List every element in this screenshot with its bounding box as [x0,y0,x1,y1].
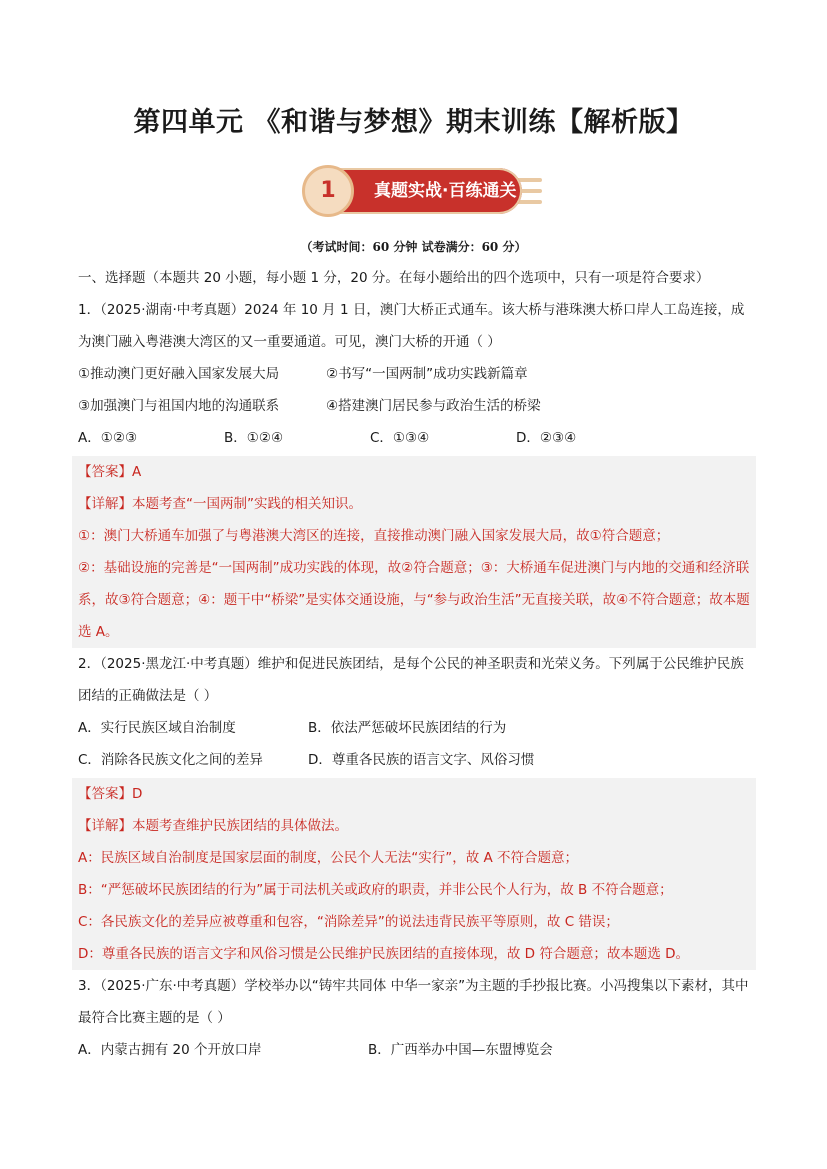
detail-label: 【详解】本题考查“一国两制”实践的相关知识。 [78,496,362,512]
document-title: 第四单元 《和谐与梦想》期末训练【解析版】 [133,107,694,138]
explanation-text: B：“严惩破坏民族团结的行为”属于司法机关或政府的职责，并非公民个人行为，故 B 不符合题意； [78,882,673,898]
option-d: D．尊重各民族的语言文字、风俗习惯 [308,752,535,768]
option-a: A．①②③ [78,430,138,446]
option-a: A．内蒙古拥有 20 个开放口岸 [78,1042,262,1058]
question-2-answer-box [72,778,756,970]
option-b: B．①②④ [224,430,284,446]
question-content [78,262,750,1066]
answer-label: 【答案】A [78,464,142,480]
answer-label: 【答案】D [78,786,143,802]
option-c: C．消除各民族文化之间的差异 [78,752,263,768]
statement-item: ②书写“一国两制”成功实践新篇章 [326,366,528,382]
explanation-text: A：民族区域自治制度是国家层面的制度，公民个人无法“实行”，故 A 不符合题意； [78,850,579,866]
banner-number-badge: 1 [302,165,354,217]
option-a: A．实行民族区域自治制度 [78,720,236,736]
statement-item: ①推动澳门更好融入国家发展大局 [78,366,280,382]
banner-text: 真题实战·百练通关 [374,181,517,201]
section-banner [302,165,542,217]
explanation-text: ①：澳门大桥通车加强了与粤港澳大湾区的连接，直接推动澳门融入国家发展大局，故①符合题意； [78,528,670,544]
option-b: B．依法严惩破坏民族团结的行为 [308,720,507,736]
detail-label: 【详解】本题考查维护民族团结的具体做法。 [78,818,348,834]
question-1-answer-box [72,456,756,648]
exam-meta: （考试时间：60 分钟 试卷满分：60 分） [300,240,527,254]
statement-item: ③加强澳门与祖国内地的沟通联系 [78,398,280,414]
statement-item: ④搭建澳门居民参与政治生活的桥梁 [326,398,541,414]
question-3-options-row-1 [78,1034,750,1066]
option-b: B．广西举办中国—东盟博览会 [368,1042,553,1058]
question-1-items-row-1 [78,358,750,390]
question-2-options-row-1 [78,712,750,744]
question-2-stem: 2．（2025·黑龙江·中考真题）维护和促进民族团结，是每个公民的神圣职责和光荣义务。下列属于公民维护民族团结的正确做法是（ ） [78,656,744,704]
section-heading: 一、选择题（本题共 20 小题，每小题 1 分，20 分。在每小题给出的四个选项中，只有一项是符合要求） [78,270,710,286]
question-1-items-row-2 [78,390,750,422]
question-1-stem: 1．（2025·湖南·中考真题）2024 年 10 月 1 日，澳门大桥正式通车。该大桥与港珠澳大桥口岸人工岛连接，成为澳门融入粤港澳大湾区的又一重要通道。可见，澳门大桥的开通（ ） [78,302,745,350]
question-2-options-row-2 [78,744,750,776]
explanation-text: C：各民族文化的差异应被尊重和包容，“消除差异”的说法违背民族平等原则，故 C 错误； [78,914,619,930]
explanation-text: D：尊重各民族的语言文字和风俗习惯是公民维护民族团结的直接体现，故 D 符合题意；故本题选 D。 [78,946,690,962]
question-1-options [78,422,750,454]
question-3-stem: 3．（2025·广东·中考真题）学校举办以“铸牢共同体 中华一家亲”为主题的手抄报比赛。小冯搜集以下素材，其中最符合比赛主题的是（ ） [78,978,749,1026]
option-c: C．①③④ [370,430,430,446]
option-d: D．②③④ [516,430,577,446]
explanation-text: ②：基础设施的完善是“一国两制”成功实践的体现，故②符合题意；③：大桥通车促进澳门与内地的交通和经济联系，故③符合题意；④：题干中“桥梁”是实体交通设施，与“参与政治生活”无直接关联，故④不符合题意；故本题选 A。 [78,560,750,640]
